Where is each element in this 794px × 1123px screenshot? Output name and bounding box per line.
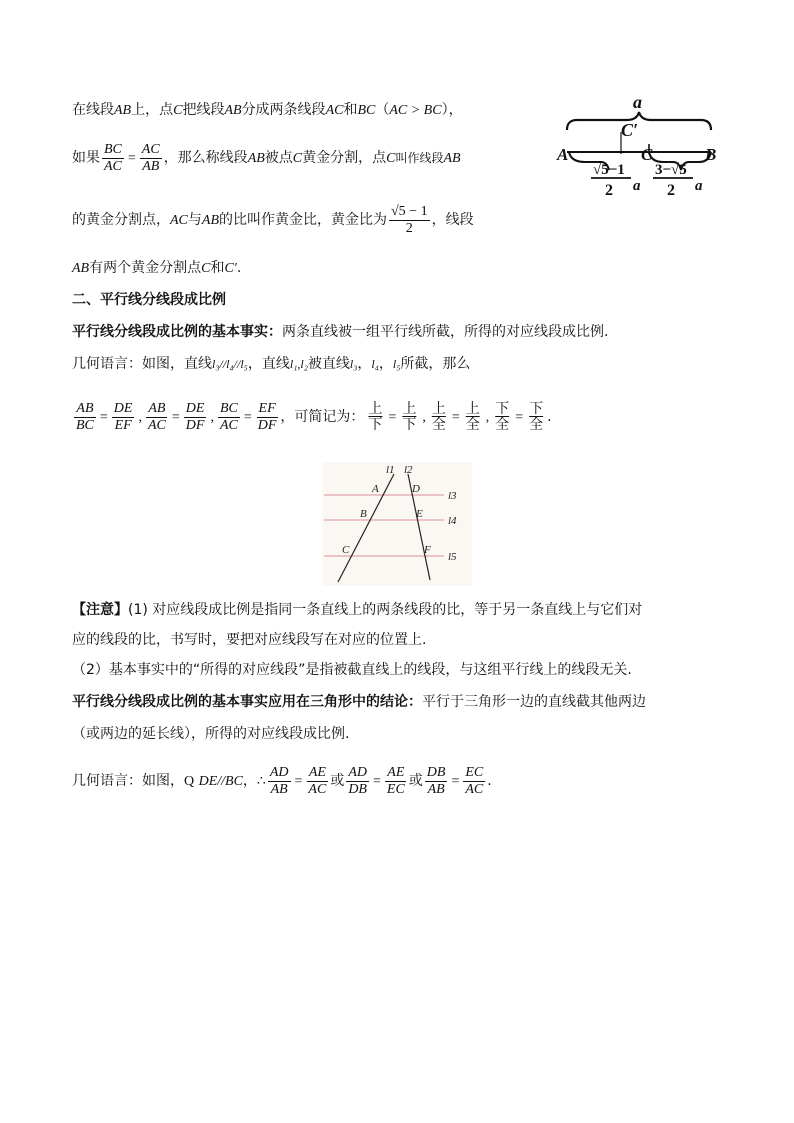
- period: .: [547, 409, 552, 425]
- label-A: A: [557, 145, 569, 164]
- note-1-line-2: 应的线段的比，书写时，要把对应线段写在对应的位置上.: [72, 632, 427, 648]
- period: .: [487, 773, 492, 789]
- golden-def-line-3: [72, 202, 474, 239]
- triangle-conclusion-line-2: （或两边的延长线），所得的对应线段成比例.: [72, 726, 350, 742]
- math: AB: [224, 103, 242, 118]
- text: 的黄金分割点，: [72, 212, 170, 228]
- comma: ,: [138, 410, 142, 425]
- text: 在线段: [72, 102, 114, 118]
- fraction: $\frac{AE}{AC}$: [308, 764, 327, 797]
- golden-def-line-4: [72, 258, 241, 279]
- math: C: [292, 151, 303, 166]
- math: BC: [357, 103, 376, 118]
- math: l₅: [392, 357, 401, 371]
- fraction: $\frac{DE}{EF}$: [113, 400, 133, 433]
- label-a-top: a: [633, 92, 642, 112]
- text: ，线段: [431, 212, 474, 228]
- text: ，直线: [247, 356, 290, 372]
- equals: =: [99, 410, 108, 425]
- fraction: $\frac{AB}{BC}$: [76, 400, 94, 433]
- fraction: $\frac{AD}{AB}$: [269, 764, 289, 797]
- right-denominator: 2: [667, 182, 675, 199]
- equals: =: [243, 410, 252, 425]
- triangle-conclusion-line-1: [72, 692, 646, 712]
- text: .: [236, 260, 242, 276]
- label-l2: l2: [404, 464, 413, 476]
- fraction-words: $\frac{\text{上}}{\text{下}}$: [368, 401, 383, 433]
- fraction-words: $\frac{\text{上}}{\text{下}}$: [402, 401, 417, 433]
- text: 被点: [264, 150, 293, 166]
- fraction: $\frac{EF}{DF}$: [257, 400, 277, 433]
- fraction-ac-ab: $\frac{AC}{AB}$: [141, 141, 160, 174]
- proportion-equations: [72, 398, 552, 437]
- fraction: $\frac{AE}{EC}$: [386, 764, 405, 797]
- geometry-language-2: [72, 762, 492, 801]
- note-2: （2）基本事实中的“所得的对应线段”是指被截直线上的线段，与这组平行线上的线段无关.: [72, 662, 632, 678]
- text: 与: [187, 212, 202, 228]
- label-A: A: [372, 483, 379, 495]
- text: 被直线: [307, 356, 350, 372]
- math: AC: [325, 103, 344, 118]
- label-B: B: [360, 508, 367, 520]
- text: （: [375, 102, 390, 118]
- right-a: a: [695, 178, 703, 194]
- label-c-prime: C′: [621, 120, 639, 140]
- golden-ratio-fraction: $\frac{√5 - 1}{2}$: [391, 203, 428, 236]
- conclusion-title: 平行线分线段成比例的基本事实应用在三角形中的结论：: [72, 694, 422, 710]
- fraction-words: $\frac{\text{上}}{\text{全}}$: [431, 401, 446, 433]
- basic-fact: [72, 322, 608, 342]
- math: AB: [72, 261, 90, 276]
- math: AC: [170, 213, 188, 228]
- label-D: D: [412, 483, 420, 495]
- text: 所截，那么: [400, 356, 471, 372]
- math: C′: [224, 261, 237, 276]
- text: 叫作线段: [395, 151, 444, 165]
- text: 的比叫作黄金比，黄金比为: [219, 212, 387, 228]
- math: AB: [114, 103, 132, 118]
- text: ，: [357, 356, 372, 372]
- comma: ,: [422, 410, 426, 425]
- equals: =: [388, 410, 397, 425]
- text: ），: [441, 102, 463, 118]
- fact-title: 平行线分线段成比例的基本事实：: [72, 324, 282, 340]
- fraction: $\frac{BC}{AC}$: [219, 400, 238, 433]
- comma: ,: [485, 410, 490, 425]
- therefore-symbol: ∴: [256, 774, 266, 789]
- golden-def-line-2: [72, 140, 461, 177]
- math: DE//BC: [198, 774, 243, 789]
- label-C: C: [641, 145, 653, 164]
- label-E: E: [416, 508, 423, 520]
- golden-def-line-1: [72, 100, 463, 121]
- text: 把线段: [182, 102, 225, 118]
- text: ，: [242, 773, 257, 789]
- fraction-bc-ac: $\frac{BC}{AC}$: [104, 141, 122, 174]
- text: 如果: [72, 150, 100, 166]
- right-numerator: 3−√5: [655, 162, 687, 178]
- math: l₄: [371, 357, 379, 371]
- equals: =: [171, 410, 180, 425]
- math: l₃: [349, 357, 358, 371]
- text: 和: [210, 260, 225, 276]
- left-numerator: √5−1: [593, 162, 625, 178]
- comma: ,: [210, 410, 214, 425]
- text: 黄金分割，点: [302, 150, 387, 166]
- label-F: F: [424, 544, 431, 556]
- fraction-words: $\frac{\text{下}}{\text{全}}$: [529, 401, 544, 433]
- geometry-language-1: [72, 354, 470, 374]
- math: AB: [443, 151, 461, 166]
- math: AC > BC: [389, 103, 442, 118]
- math: C: [386, 151, 396, 166]
- fraction: $\frac{AD}{DB}$: [348, 764, 367, 797]
- equals: =: [372, 774, 381, 789]
- math: C: [173, 103, 183, 118]
- fact-text: 两条直线被一组平行线所截，所得的对应线段成比例.: [282, 324, 609, 340]
- text: ，那么称线段: [163, 150, 248, 166]
- left-a: a: [633, 178, 641, 194]
- text: 分成两条线段: [241, 102, 326, 118]
- left-denominator: 2: [605, 182, 613, 199]
- equals: =: [515, 410, 524, 425]
- text: ，: [378, 356, 393, 372]
- parallel-lines-figure: [322, 462, 472, 586]
- label-l3: l3: [448, 490, 457, 502]
- label-l5: l5: [448, 551, 457, 563]
- equals: =: [294, 774, 303, 789]
- text: Q: [184, 774, 195, 789]
- equals: =: [127, 151, 136, 166]
- fraction: $\frac{EC}{AC}$: [465, 764, 484, 797]
- fraction: $\frac{AB}{AC}$: [147, 400, 166, 433]
- fraction: $\frac{DE}{DF}$: [185, 400, 205, 433]
- math: AB: [201, 213, 219, 228]
- note-1-line-1: [72, 600, 642, 620]
- text: (1) 对应线段成比例是指同一条直线上的两条线段的比，等于另一条直线上与它们对: [128, 602, 643, 618]
- section-heading: 二、平行线分线段成比例: [72, 292, 226, 308]
- golden-section-figure: [555, 92, 725, 202]
- label-C: C: [342, 544, 350, 556]
- text: ，可简记为：: [280, 409, 365, 425]
- math: C: [201, 261, 211, 276]
- text: 几何语言：如图，直线: [72, 356, 212, 372]
- label-B: B: [705, 145, 717, 164]
- text: 平行于三角形一边的直线截其他两边: [422, 694, 646, 710]
- math: l₁,l₂: [289, 357, 308, 371]
- fraction: $\frac{DB}{AB}$: [426, 764, 446, 797]
- fraction-words: $\frac{\text{上}}{\text{全}}$: [465, 401, 480, 433]
- text: 或: [408, 773, 423, 789]
- math: l₃//l₄//l₅: [212, 357, 248, 371]
- text: 或: [330, 773, 345, 789]
- note-title: 【注意】: [72, 602, 128, 618]
- text: 有两个黄金分割点: [89, 260, 202, 276]
- text: 和: [343, 102, 358, 118]
- brace-top: [567, 112, 711, 130]
- equals: =: [451, 410, 460, 425]
- label-l4: l4: [448, 515, 457, 527]
- equals: =: [451, 774, 460, 789]
- text: 几何语言：如图，: [72, 773, 184, 789]
- label-l1: l1: [386, 464, 395, 476]
- fraction-words: $\frac{\text{下}}{\text{全}}$: [495, 401, 510, 433]
- math: AB: [247, 151, 265, 166]
- text: 上，点: [131, 102, 174, 118]
